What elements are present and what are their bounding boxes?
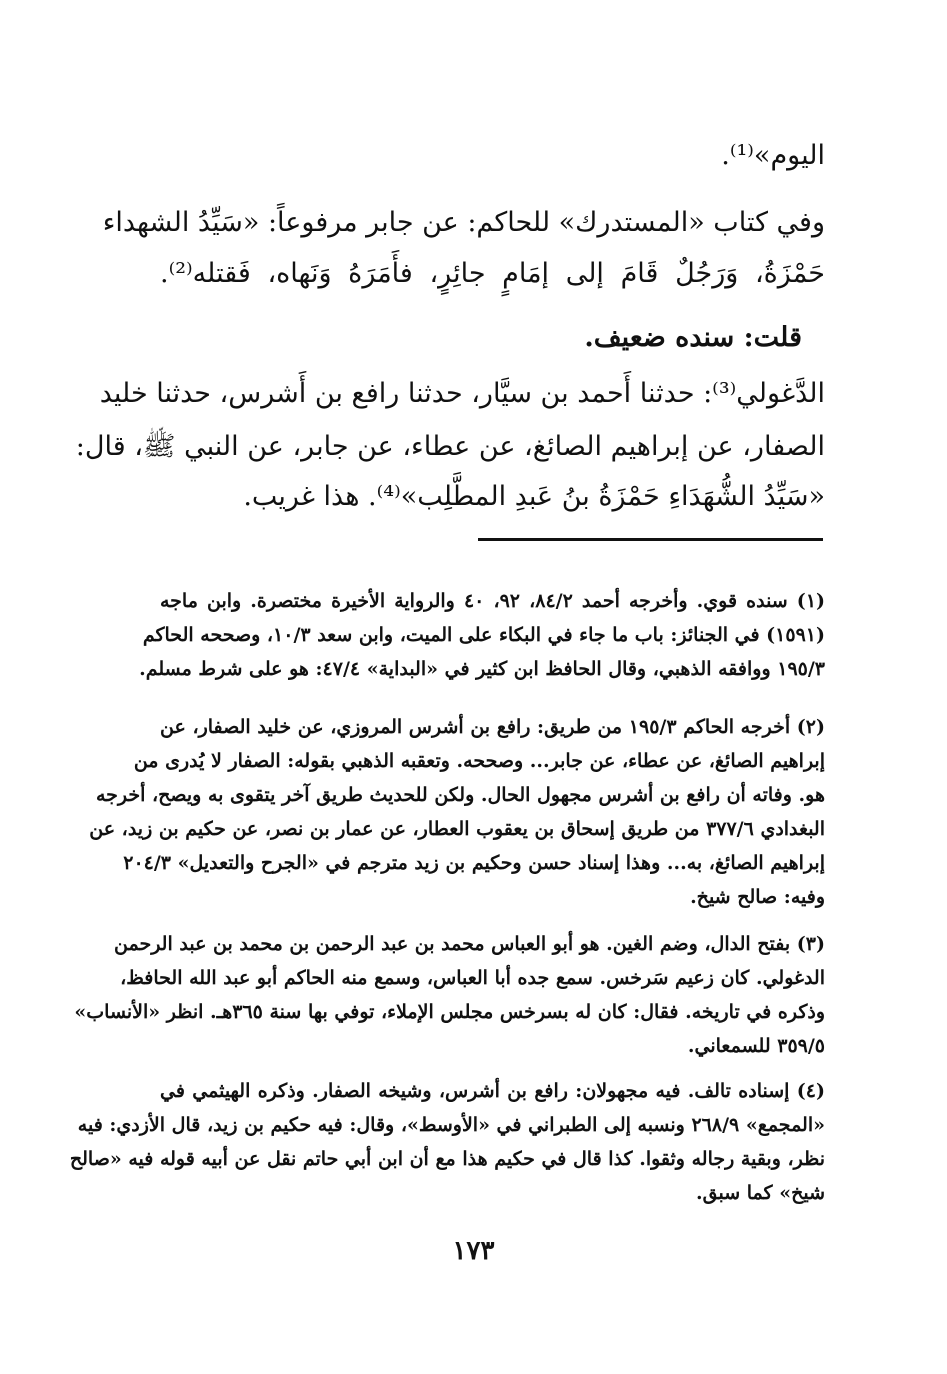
footnote-line: هو. وفاته أن رافع بن أشرس مجهول الحال. ولكن للحديث طريق آخر يتقوى به ويصح، أخرجه [95,784,825,806]
footnote-line: وفيه: صالح شيخ. [690,886,825,908]
footnote-line: ٣٥٩/٥ للسمعاني. [687,1035,825,1057]
footnote-line: الدغولي. كان زعيم سَرخس. سمع جده أبا العباس، وسمع منه الحاكم أبو عبد الله الحافظ، [120,967,825,989]
footnote-line: (٤) إسناده تالف. فيه مجهولان: رافع بن أشرس، وشيخه الصفار. وذكره الهيثمي في [160,1080,825,1102]
footnote-line: (٢) أخرجه الحاكم ١٩٥/٣ من طريق: رافع بن أشرس المروزي، عن خليد الصفار، عن [160,716,825,738]
footnote-line: ١٩٥/٣ ووافقه الذهبي، وقال الحافظ ابن كثير في «البداية» ٤٧/٤: هو على شرط مسلم. [139,658,825,680]
main-text-line: وفي كتاب «المستدرك» للحاكم: عن جابر مرفوعاً: «سَيِّدُ الشهداء [102,207,825,238]
footnote-line: إبراهيم الصائغ، به... وهذا إسناد حسن وحكيم بن زيد مترجم في «الجرح والتعديل» ٢٠٤/٣ [123,852,825,874]
main-text-line: الدَّغولي⁽³⁾: حدثنا أَحمد بن سيَّار، حدثنا رافع بن أَشرس، حدثنا خليد [99,378,825,409]
footnote-line: نظر، وبقية رجاله وثقوا. كذا قال في حكيم هذا مع أن ابن أبي حاتم نقل عن أبيه قوله فيه «صالح [69,1148,825,1170]
footnote-line: (١٥٩١) في الجنائز: باب ما جاء في البكاء على الميت، وابن سعد ١٠/٣، وصححه الحاكم [142,624,825,646]
main-text-line: الصفار، عن إبراهيم الصائغ، عن عطاء، عن جابر، عن النبي ﷺ، قال: [75,431,825,462]
footnote-line: إبراهيم الصائغ، عن عطاء، عن جابر... وصححه. وتعقبه الذهبي بقوله: الصفار لا يُدرى من [133,750,825,772]
main-text-line: اليوم»⁽¹⁾. [721,140,825,171]
footnote-line: البغدادي ٣٧٧/٦ من طريق إسحاق بن يعقوب العطار، عن عمار بن نصر، عن حكيم بن زيد، عن [89,818,825,840]
page-number: ١٧٣ [452,1236,495,1266]
footnote-separator [478,538,823,541]
footnote-line: (٣) بفتح الدال، وضم الغين. هو أبو العباس محمد بن عبد الرحمن بن محمد بن عبد الرحمن [114,933,825,955]
footnote-line: «المجمع» ٢٦٨/٩ ونسبه إلى الطبراني في «الأوسط»، وقال: فيه حكيم بن زيد، قال الأزدي: فيه [77,1114,825,1136]
main-text-line: «سَيِّدُ الشُّهَدَاءِ حَمْزَةُ بنُ عَبدِ المطَّلِب»⁽⁴⁾. هذا غريب. [243,481,825,512]
footnote-line: (١) سنده قوي. وأخرجه أحمد ٨٤/٢، ٩٢، ٤٠ والرواية الأخيرة مختصرة. وابن ماجه [160,590,826,612]
footnote-line: وذكره في تاريخه. فقال: كان له بسرخس مجلس الإملاء، توفي بها سنة ٣٦٥هـ. انظر «الأنساب» [74,1001,825,1023]
main-text-line: قلت: سنده ضعيف. [584,322,802,353]
footnote-line: شيخ» كما سبق. [696,1182,825,1204]
main-text-line: حَمْزَةُ، وَرَجُلٌ قَامَ إلى إمَامٍ جائِرٍ، فأَمَرَهُ وَنَهاه، فَقتله⁽²⁾. [160,258,825,289]
